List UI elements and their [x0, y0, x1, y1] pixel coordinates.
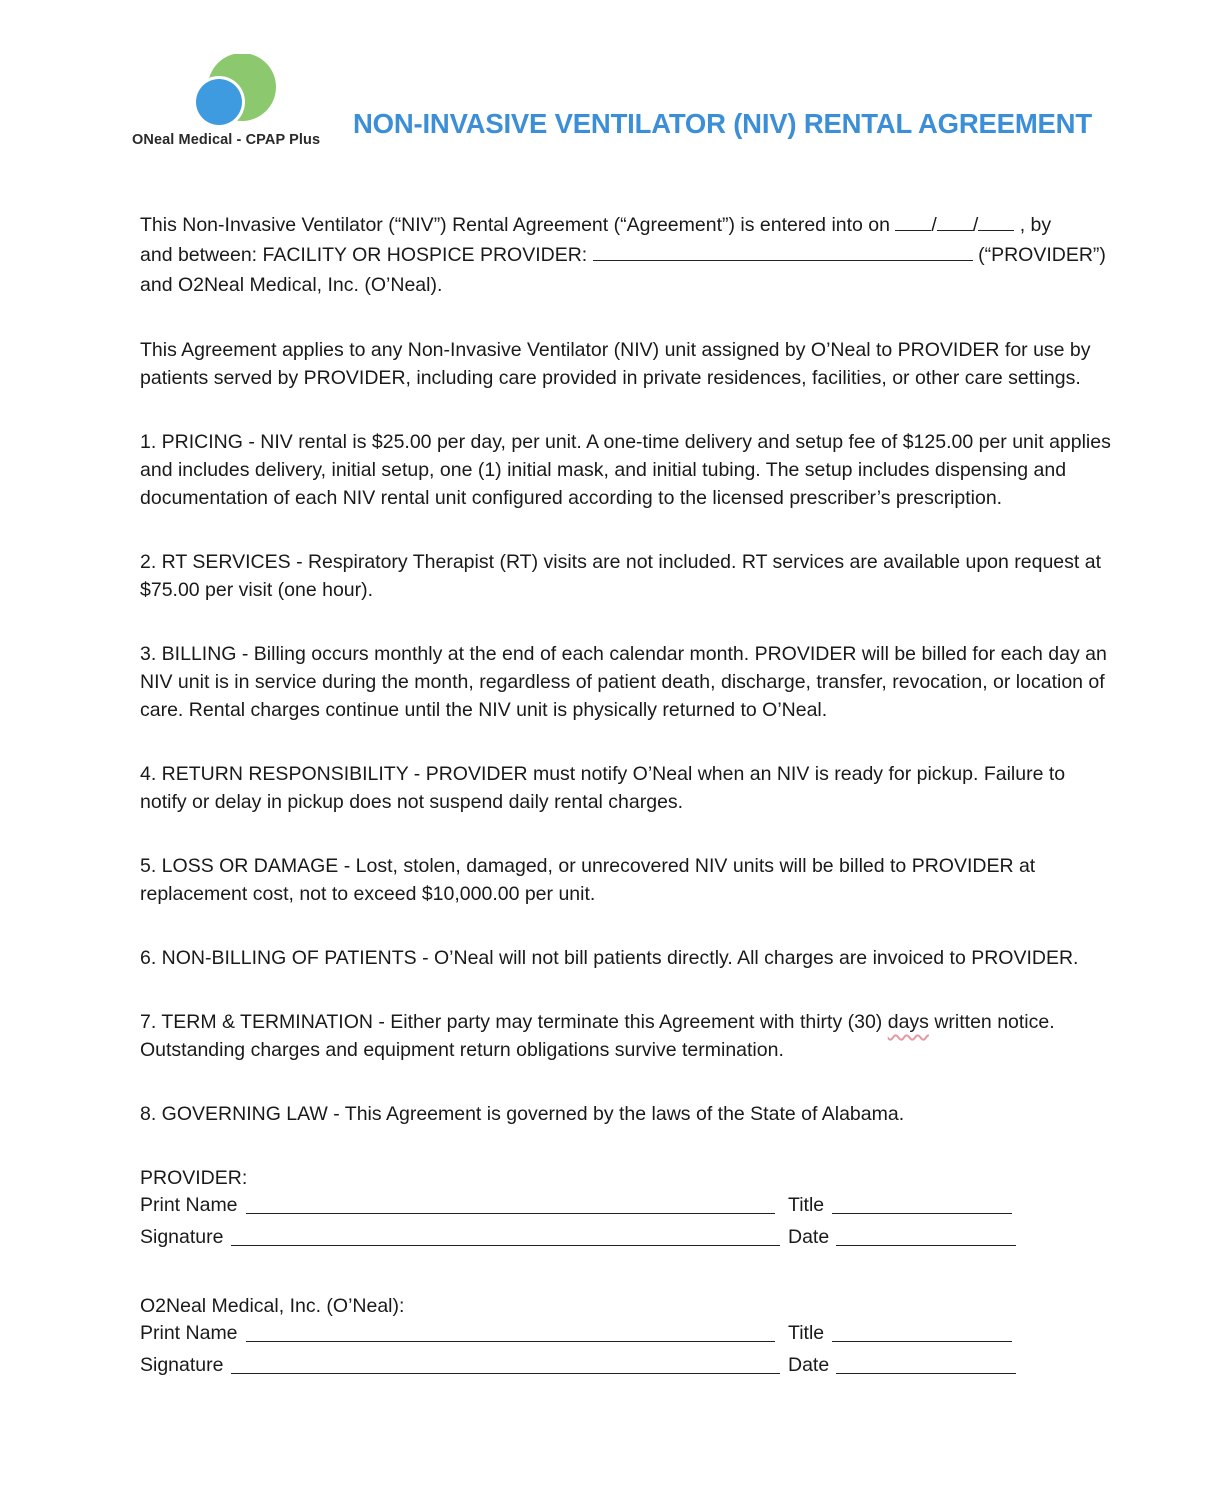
date-year-blank[interactable]	[978, 212, 1014, 231]
oneal-date-field[interactable]	[836, 1373, 1016, 1374]
agreement-body	[140, 210, 1115, 1384]
provider-signature-row	[140, 1224, 1115, 1256]
provider-signature-heading: PROVIDER:	[140, 1167, 248, 1189]
intro-text-3: and between: FACILITY OR HOSPICE PROVIDER:	[140, 244, 588, 266]
provider-name-blank[interactable]	[593, 242, 973, 261]
governing-law-section: 8. GOVERNING LAW - This Agreement is governed by the laws of the State of Alabama.	[140, 1103, 905, 1125]
intro-text-2: , by	[1019, 214, 1052, 236]
date-label: Date	[788, 1354, 830, 1376]
non-billing-section: 6. NON-BILLING OF PATIENTS - O’Neal will not bill patients directly. All charges are invoiced to PROVIDER.	[140, 947, 1079, 969]
oneal-title-field[interactable]	[832, 1341, 1012, 1342]
oneal-signature-field[interactable]	[231, 1373, 780, 1374]
title-label: Title	[788, 1194, 825, 1216]
pricing-section: 1. PRICING - NIV rental is $25.00 per day, per unit. A one-time delivery and setup fee of $125.00 per unit applies and includes delivery, initial setup, one (1) initial mask, and initial tubing. The setup includes dispensing and documentation of each NIV rental unit configured according to the licensed prescriber’s prescription.	[140, 431, 1111, 509]
logo-circles-icon	[190, 54, 280, 132]
term-text-2: written notice. Outstanding charges and equipment return obligations survive termination.	[140, 1011, 1055, 1061]
intro-paragraph: This Non-Invasive Ventilator (“NIV”) Rental Agreement (“Agreement”) is entered into on / / , by and between: FACILITY OR HOSPICE PROVIDER: (“PROVIDER”) and O2Neal Medical, Inc. (O’Neal).	[140, 214, 1106, 296]
return-responsibility-section: 4. RETURN RESPONSIBILITY - PROVIDER must notify O’Neal when an NIV is ready for pickup. Failure to notify or delay in pickup does not suspend daily rental charges.	[140, 763, 1066, 813]
date-day-blank[interactable]	[937, 212, 973, 231]
date-month-blank[interactable]	[895, 212, 931, 231]
billing-section: 3. BILLING - Billing occurs monthly at the end of each calendar month. PROVIDER will be billed for each day an NIV unit is in service during the month, regardless of patient death, discharge, transfer, revocation, or location of care. Rental charges continue until the NIV unit is physically returned to O’Neal.	[140, 643, 1107, 721]
oneal-signature-row	[140, 1352, 1115, 1384]
provider-title-field[interactable]	[832, 1213, 1012, 1214]
company-logo	[128, 54, 338, 154]
spellcheck-word: days	[887, 1011, 929, 1033]
applies-paragraph: This Agreement applies to any Non-Invasive Ventilator (NIV) unit assigned by O’Neal to PROVIDER for use by patients served by PROVIDER, including care provided in private residences, facilities, or other care settings.	[140, 339, 1091, 389]
provider-signature-field[interactable]	[231, 1245, 780, 1246]
intro-text-1: This Non-Invasive Ventilator (“NIV”) Rental Agreement (“Agreement”) is entered into on	[140, 214, 890, 236]
title-label: Title	[788, 1322, 825, 1344]
provider-print-name-field[interactable]	[246, 1213, 775, 1214]
signature-block	[140, 1164, 1115, 1384]
print-name-label: Print Name	[140, 1194, 238, 1216]
document-title: NON-INVASIVE VENTILATOR (NIV) RENTAL AGREEMENT	[353, 108, 1092, 139]
term-text-1: 7. TERM & TERMINATION - Either party may terminate this Agreement with thirty (30)	[140, 1011, 883, 1033]
signature-label: Signature	[140, 1226, 224, 1248]
oneal-print-name-row	[140, 1320, 1115, 1352]
term-termination-section	[140, 1008, 1115, 1064]
intro-text-4: (“PROVIDER”)	[978, 244, 1106, 266]
rt-services-section: 2. RT SERVICES - Respiratory Therapist (RT) visits are not included. RT services are available upon request at $75.00 per visit (one hour).	[140, 551, 1101, 601]
oneal-signature-heading: O2Neal Medical, Inc. (O’Neal):	[140, 1295, 405, 1317]
provider-date-field[interactable]	[836, 1245, 1016, 1246]
intro-text-5: and O2Neal Medical, Inc. (O’Neal).	[140, 274, 443, 296]
oneal-print-name-field[interactable]	[246, 1341, 775, 1342]
loss-damage-section: 5. LOSS OR DAMAGE - Lost, stolen, damaged, or unrecovered NIV units will be billed to PROVIDER at replacement cost, not to exceed $10,000.00 per unit.	[140, 855, 1036, 905]
logo-text: ONeal Medical - CPAP Plus	[132, 132, 321, 148]
signature-label: Signature	[140, 1354, 224, 1376]
provider-print-name-row	[140, 1192, 1115, 1224]
print-name-label: Print Name	[140, 1322, 238, 1344]
date-label: Date	[788, 1226, 830, 1248]
